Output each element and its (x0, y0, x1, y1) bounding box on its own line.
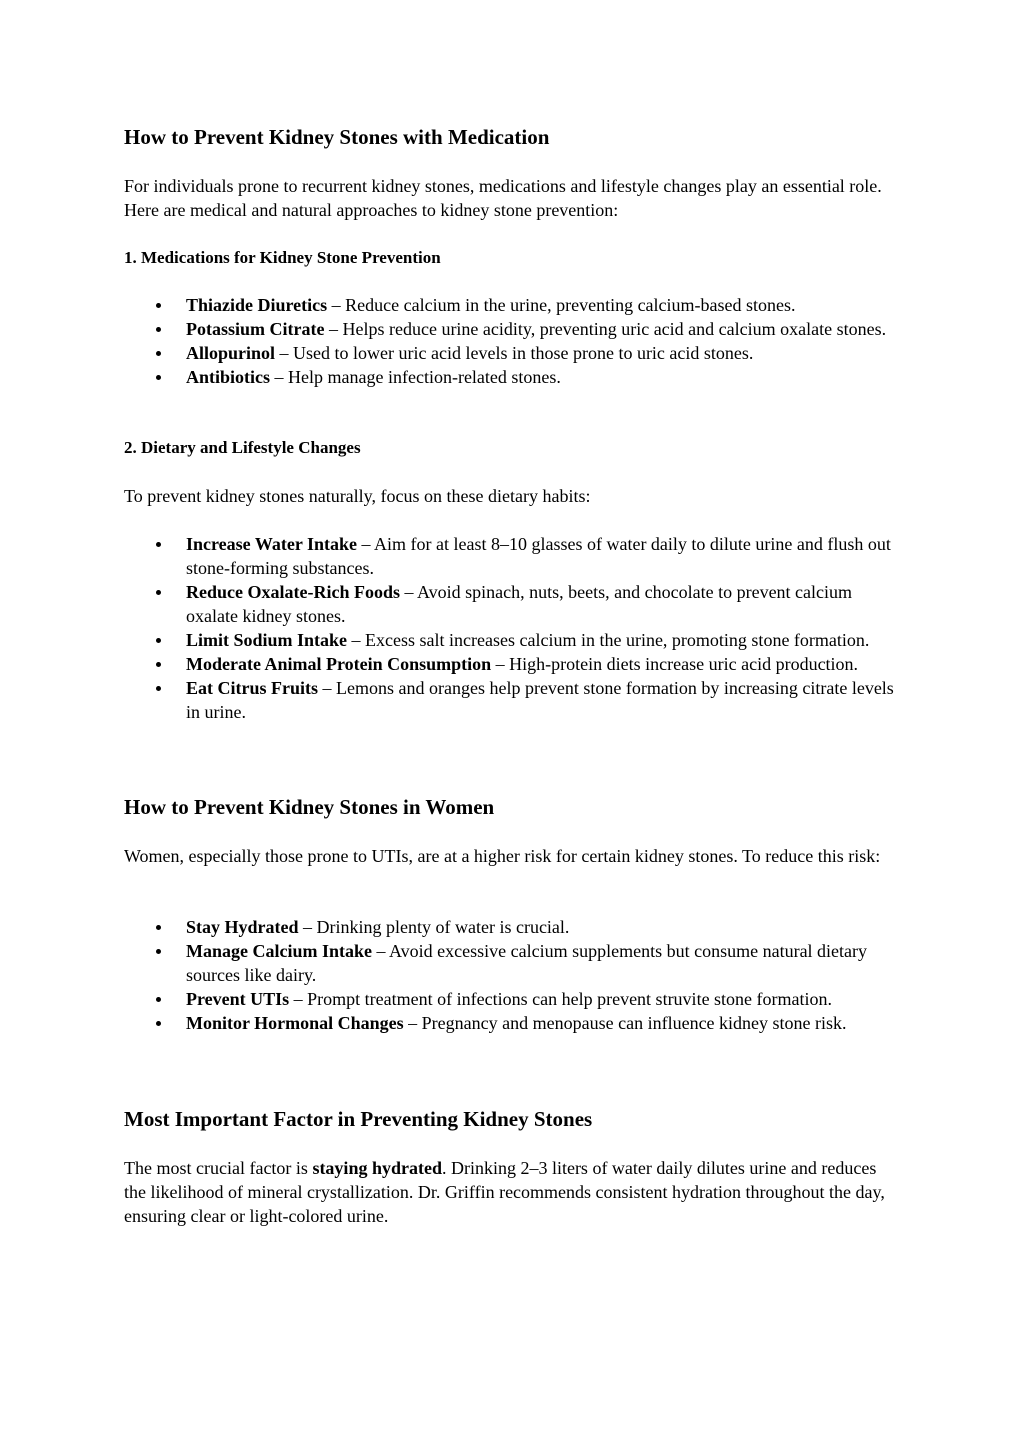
list-item (124, 317, 899, 341)
list-item-term: Antibiotics (186, 367, 271, 387)
bullet-icon (156, 638, 161, 643)
list-medications (124, 293, 899, 389)
list-item-text: – Avoid spinach, nuts, beets, and chocolate to prevent calcium oxalate kidney stones. (186, 582, 853, 626)
list-item-term: Reduce Oxalate-Rich Foods (186, 582, 400, 602)
list-item-text: – Avoid excessive calcium supplements but consume natural dietary sources like dairy. (186, 941, 868, 985)
list-item-term: Stay Hydrated (186, 917, 299, 937)
paragraph-factor-wrap (124, 1156, 899, 1228)
list-item-text: – Pregnancy and menopause can influence kidney stone risk. (403, 1013, 847, 1033)
bullet-icon (156, 997, 161, 1002)
list-item (124, 580, 899, 628)
subsection-medications (124, 247, 899, 269)
list-medications-wrap (124, 293, 899, 389)
list-item-text: – Helps reduce urine acidity, preventing uric acid and calcium oxalate stones. (324, 319, 887, 339)
heading-dietary-changes: 2. Dietary and Lifestyle Changes (124, 438, 361, 457)
list-item (124, 939, 899, 987)
list-item-term: Thiazide Diuretics (186, 295, 328, 315)
list-item-text: – Excess salt increases calcium in the urine, promoting stone formation. (347, 630, 870, 650)
list-item-term: Limit Sodium Intake (186, 630, 348, 650)
subsection-dietary (124, 437, 899, 459)
heading-women: How to Prevent Kidney Stones in Women (124, 795, 495, 819)
list-item-text: – Lemons and oranges help prevent stone formation by increasing citrate levels in urine. (186, 678, 894, 722)
list-item-term: Allopurinol (186, 343, 276, 363)
intro-dietary (124, 484, 899, 508)
list-item (124, 293, 899, 317)
intro-medication (124, 174, 899, 222)
list-women-wrap (124, 915, 899, 1035)
bullet-icon (156, 949, 161, 954)
bullet-icon (156, 303, 161, 308)
bullet-icon (156, 925, 161, 930)
section-women (124, 794, 899, 820)
list-item-term: Manage Calcium Intake (186, 941, 372, 961)
list-item (124, 676, 899, 724)
paragraph-women-intro: Women, especially those prone to UTIs, are at a higher risk for certain kidney stones. To reduce this risk: (124, 846, 881, 866)
bullet-icon (156, 686, 161, 691)
bullet-icon (156, 1021, 161, 1026)
paragraph-factor (124, 1156, 899, 1228)
list-women-tips (124, 915, 899, 1035)
factor-text-after: . Drinking 2–3 liters of water daily dilutes urine and reduces the likelihood of mineral crystallization. Dr. Griffin recommends consistent hydration throughout the day, ensuring clear or light-colored urine. (124, 1158, 885, 1226)
list-item-term: Eat Citrus Fruits (186, 678, 318, 698)
heading-factor: Most Important Factor in Preventing Kidney Stones (124, 1107, 593, 1131)
list-item-text: – Drinking plenty of water is crucial. (298, 917, 570, 937)
list-item (124, 987, 899, 1011)
list-item-text: – Used to lower uric acid levels in those prone to uric acid stones. (275, 343, 754, 363)
list-item-text: – Aim for at least 8–10 glasses of water daily to dilute urine and flush out stone-forming substances. (186, 534, 891, 578)
bullet-icon (156, 542, 161, 547)
section-medication (124, 124, 899, 150)
paragraph-dietary-intro: To prevent kidney stones naturally, focus on these dietary habits: (124, 486, 591, 506)
list-item (124, 1011, 899, 1035)
intro-women (124, 844, 899, 868)
list-item (124, 365, 899, 389)
list-item (124, 341, 899, 365)
list-item-term: Increase Water Intake (186, 534, 357, 554)
bullet-icon (156, 590, 161, 595)
list-dietary-wrap (124, 532, 899, 724)
list-item-term: Moderate Animal Protein Consumption (186, 654, 492, 674)
list-item-term: Potassium Citrate (186, 319, 325, 339)
bullet-icon (156, 351, 161, 356)
list-item-text: – Help manage infection-related stones. (270, 367, 561, 387)
list-item-text: – Prompt treatment of infections can help prevent struvite stone formation. (289, 989, 833, 1009)
heading-medications-list: 1. Medications for Kidney Stone Prevention (124, 248, 441, 267)
factor-text-before: The most crucial factor is (124, 1158, 313, 1178)
bullet-icon (156, 327, 161, 332)
heading-medication: How to Prevent Kidney Stones with Medication (124, 125, 550, 149)
section-factor (124, 1106, 899, 1132)
bullet-icon (156, 662, 161, 667)
list-item-text: – Reduce calcium in the urine, preventing calcium-based stones. (327, 295, 796, 315)
list-dietary-habits (124, 532, 899, 724)
list-item (124, 532, 899, 580)
list-item (124, 652, 899, 676)
list-item (124, 915, 899, 939)
paragraph-medication-intro: For individuals prone to recurrent kidney stones, medications and lifestyle changes play an essential role. Here are medical and natural approaches to kidney stone prevention: (124, 176, 882, 220)
list-item (124, 628, 899, 652)
factor-bold: staying hydrated (312, 1158, 442, 1178)
list-item-term: Monitor Hormonal Changes (186, 1013, 404, 1033)
bullet-icon (156, 375, 161, 380)
list-item-term: Prevent UTIs (186, 989, 290, 1009)
list-item-text: – High-protein diets increase uric acid production. (491, 654, 859, 674)
